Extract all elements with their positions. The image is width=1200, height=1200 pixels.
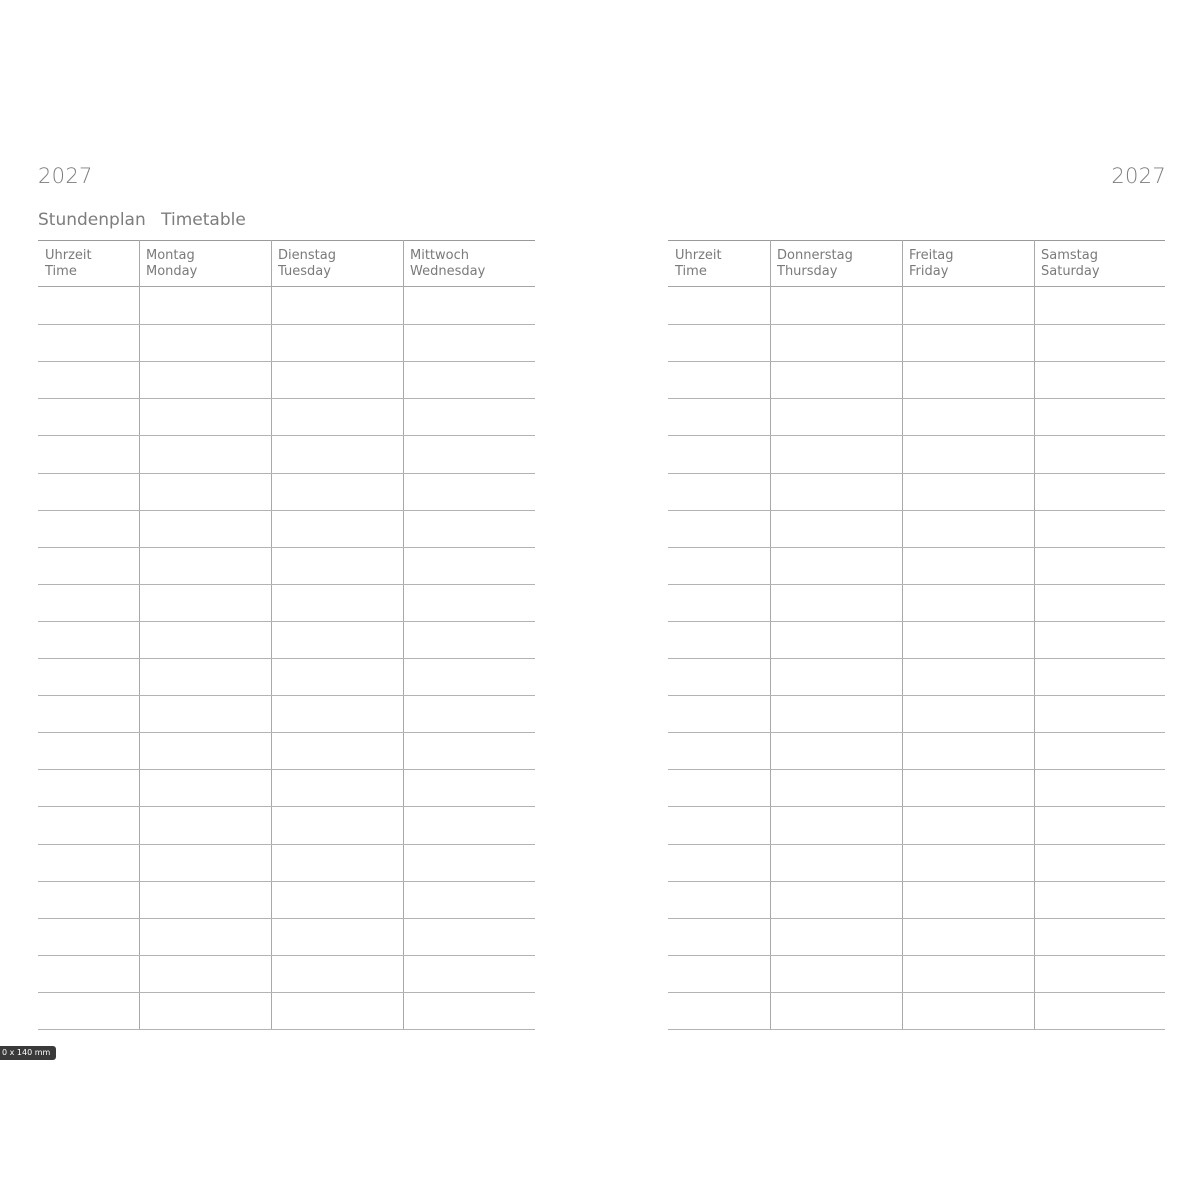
row-line xyxy=(668,881,1165,882)
column-header-en: Friday xyxy=(909,264,949,279)
row-line xyxy=(38,473,535,474)
row-line xyxy=(38,992,535,993)
column-header xyxy=(770,240,902,287)
row-line xyxy=(668,361,1165,362)
column-header xyxy=(139,240,271,287)
column-header xyxy=(403,240,535,287)
row-line xyxy=(668,732,1165,733)
row-line xyxy=(38,918,535,919)
row-line xyxy=(38,510,535,511)
row-line xyxy=(38,584,535,585)
row-line xyxy=(668,992,1165,993)
column-header-en: Wednesday xyxy=(410,264,486,279)
row-line xyxy=(668,658,1165,659)
column-divider xyxy=(403,240,404,1029)
column-header xyxy=(1034,240,1165,287)
title-english: Timetable xyxy=(161,210,246,230)
row-line xyxy=(668,695,1165,696)
row-line xyxy=(668,510,1165,511)
row-line xyxy=(668,806,1165,807)
column-header-de: Uhrzeit xyxy=(675,248,722,263)
row-line xyxy=(668,769,1165,770)
timetable-left xyxy=(38,240,535,1029)
year-right: 2027 xyxy=(1111,164,1166,188)
column-header-de: Uhrzeit xyxy=(45,248,92,263)
row-line xyxy=(668,955,1165,956)
column-header-en: Tuesday xyxy=(278,264,331,279)
column-header xyxy=(668,240,770,287)
row-line xyxy=(668,547,1165,548)
row-line xyxy=(38,955,535,956)
column-header-en: Time xyxy=(675,264,707,279)
column-header-de: Mittwoch xyxy=(410,248,469,263)
row-line xyxy=(668,621,1165,622)
row-line xyxy=(38,769,535,770)
row-line xyxy=(668,584,1165,585)
row-line xyxy=(38,732,535,733)
row-line xyxy=(38,1029,535,1030)
row-line xyxy=(668,435,1165,436)
column-divider xyxy=(770,240,771,1029)
column-header xyxy=(38,240,139,287)
timetable-right xyxy=(668,240,1165,1029)
year-left: 2027 xyxy=(38,164,93,188)
row-line xyxy=(38,547,535,548)
page-title xyxy=(38,210,246,230)
column-header-de: Dienstag xyxy=(278,248,336,263)
row-line xyxy=(38,324,535,325)
row-line xyxy=(38,398,535,399)
row-line xyxy=(38,621,535,622)
title-german: Stundenplan xyxy=(38,210,146,230)
row-line xyxy=(38,806,535,807)
row-line xyxy=(38,695,535,696)
row-line xyxy=(668,1029,1165,1030)
row-line xyxy=(38,658,535,659)
row-line xyxy=(668,398,1165,399)
column-header xyxy=(902,240,1034,287)
column-divider xyxy=(271,240,272,1029)
row-line xyxy=(38,881,535,882)
column-divider xyxy=(1034,240,1035,1029)
size-badge: 0 x 140 mm xyxy=(0,1046,56,1060)
row-line xyxy=(38,435,535,436)
row-line xyxy=(668,324,1165,325)
row-line xyxy=(668,918,1165,919)
column-header-en: Saturday xyxy=(1041,264,1100,279)
row-line xyxy=(38,361,535,362)
column-header-en: Thursday xyxy=(777,264,838,279)
column-divider xyxy=(139,240,140,1029)
row-line xyxy=(668,844,1165,845)
column-divider xyxy=(902,240,903,1029)
column-header-de: Freitag xyxy=(909,248,954,263)
column-header-de: Donnerstag xyxy=(777,248,853,263)
row-line xyxy=(668,473,1165,474)
column-header-en: Time xyxy=(45,264,77,279)
column-header-en: Monday xyxy=(146,264,198,279)
column-header-de: Samstag xyxy=(1041,248,1098,263)
row-line xyxy=(38,844,535,845)
column-header xyxy=(271,240,403,287)
column-header-de: Montag xyxy=(146,248,195,263)
